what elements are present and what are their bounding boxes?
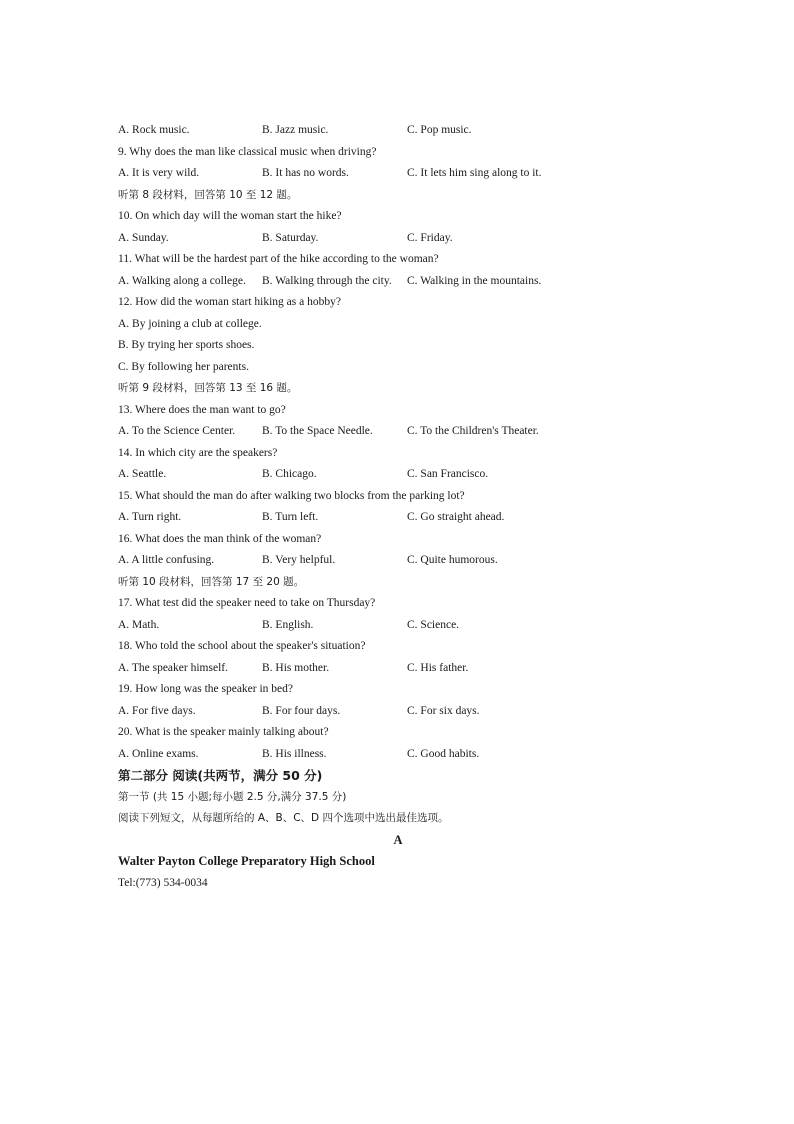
option-a: A. The speaker himself. [118,661,228,674]
option-b: B. Saturday. [262,231,319,244]
q17-options [118,615,678,637]
option-a: A. By joining a club at college. [118,317,262,330]
option-c: C. Science. [407,618,460,631]
part-2-section-1: 第一节 (共 15 小题;每小题 2.5 分,满分 37.5 分) [118,790,347,803]
q9-options [118,163,678,185]
option-a: A. Online exams. [118,747,199,760]
question-14: 14. In which city are the speakers? [118,446,278,459]
option-c: C. It lets him sing along to it. [407,167,542,179]
q15-options [118,507,678,529]
option-c: C. San Francisco. [407,468,489,480]
option-b: B. English. [262,618,314,631]
option-c: C. Go straight ahead. [407,511,505,523]
exam-page [118,120,678,894]
q8-options [118,120,678,142]
option-b: B. His illness. [262,747,327,760]
q18-options [118,658,678,680]
q13-options [118,421,678,443]
option-c: C. Good habits. [407,747,480,760]
option-b: B. Very helpful. [262,554,336,566]
option-c: C. Pop music. [407,124,472,136]
option-c: C. For six days. [407,704,480,717]
option-b: B. Walking through the city. [262,274,392,287]
option-b: B. His mother. [262,661,330,674]
question-20: 20. What is the speaker mainly talking about? [118,726,329,738]
question-15: 15. What should the man do after walking two blocks from the parking lot? [118,489,465,502]
q20-options [118,744,678,766]
option-c: C. To the Children's Theater. [407,425,539,437]
question-19: 19. How long was the speaker in bed? [118,683,294,695]
option-c: C. Friday. [407,231,453,244]
option-a: A. To the Science Center. [118,425,236,437]
option-b: B. For four days. [262,704,341,717]
option-a: A. For five days. [118,704,196,717]
question-16: 16. What does the man think of the woman? [118,532,322,545]
option-a: A. Seattle. [118,468,167,480]
option-b: B. To the Space Needle. [262,425,373,437]
school-tel: Tel:(773) 534-0034 [118,876,208,889]
question-17: 17. What test did the speaker need to take on Thursday? [118,597,376,609]
option-b: B. Chicago. [262,468,317,480]
option-b: B. It has no words. [262,167,349,179]
part-2-heading: 第二部分 阅读(共两节，满分 50 分) [118,768,323,783]
option-b: B. By trying her sports shoes. [118,339,255,351]
q16-options [118,550,678,572]
section-8-intro: 听第 8 段材料，回答第 10 至 12 题。 [118,188,298,201]
q10-options [118,228,678,250]
question-18: 18. Who told the school about the speaker's situation? [118,640,366,652]
passage-label: A [393,832,403,847]
option-c: C. Walking in the mountains. [407,274,542,287]
school-name: Walter Payton College Preparatory High School [118,854,375,868]
option-a: A. It is very wild. [118,167,200,179]
option-c: C. His father. [407,661,469,674]
section-10-intro: 听第 10 段材料，回答第 17 至 20 题。 [118,575,305,588]
option-b: B. Turn left. [262,511,319,523]
question-11: 11. What will be the hardest part of the hike according to the woman? [118,253,439,265]
option-a: A. A little confusing. [118,554,215,566]
q14-options [118,464,678,486]
part-2-instructions: 阅读下列短文，从每题所给的 A、B、C、D 四个选项中选出最佳选项。 [118,812,449,824]
question-9: 9. Why does the man like classical music when driving? [118,145,377,158]
option-a: A. Turn right. [118,511,182,523]
question-12: 12. How did the woman start hiking as a hobby? [118,296,341,308]
option-a: A. Walking along a college. [118,274,246,287]
option-b: B. Jazz music. [262,124,329,136]
option-a: A. Math. [118,618,160,631]
option-a: A. Sunday. [118,231,169,244]
question-10: 10. On which day will the woman start the hike? [118,210,342,222]
option-c: C. Quite humorous. [407,554,498,566]
section-9-intro: 听第 9 段材料，回答第 13 至 16 题。 [118,382,298,394]
q19-options [118,701,678,723]
question-13: 13. Where does the man want to go? [118,403,286,416]
option-c: C. By following her parents. [118,360,249,373]
option-a: A. Rock music. [118,124,190,136]
q11-options [118,271,678,293]
